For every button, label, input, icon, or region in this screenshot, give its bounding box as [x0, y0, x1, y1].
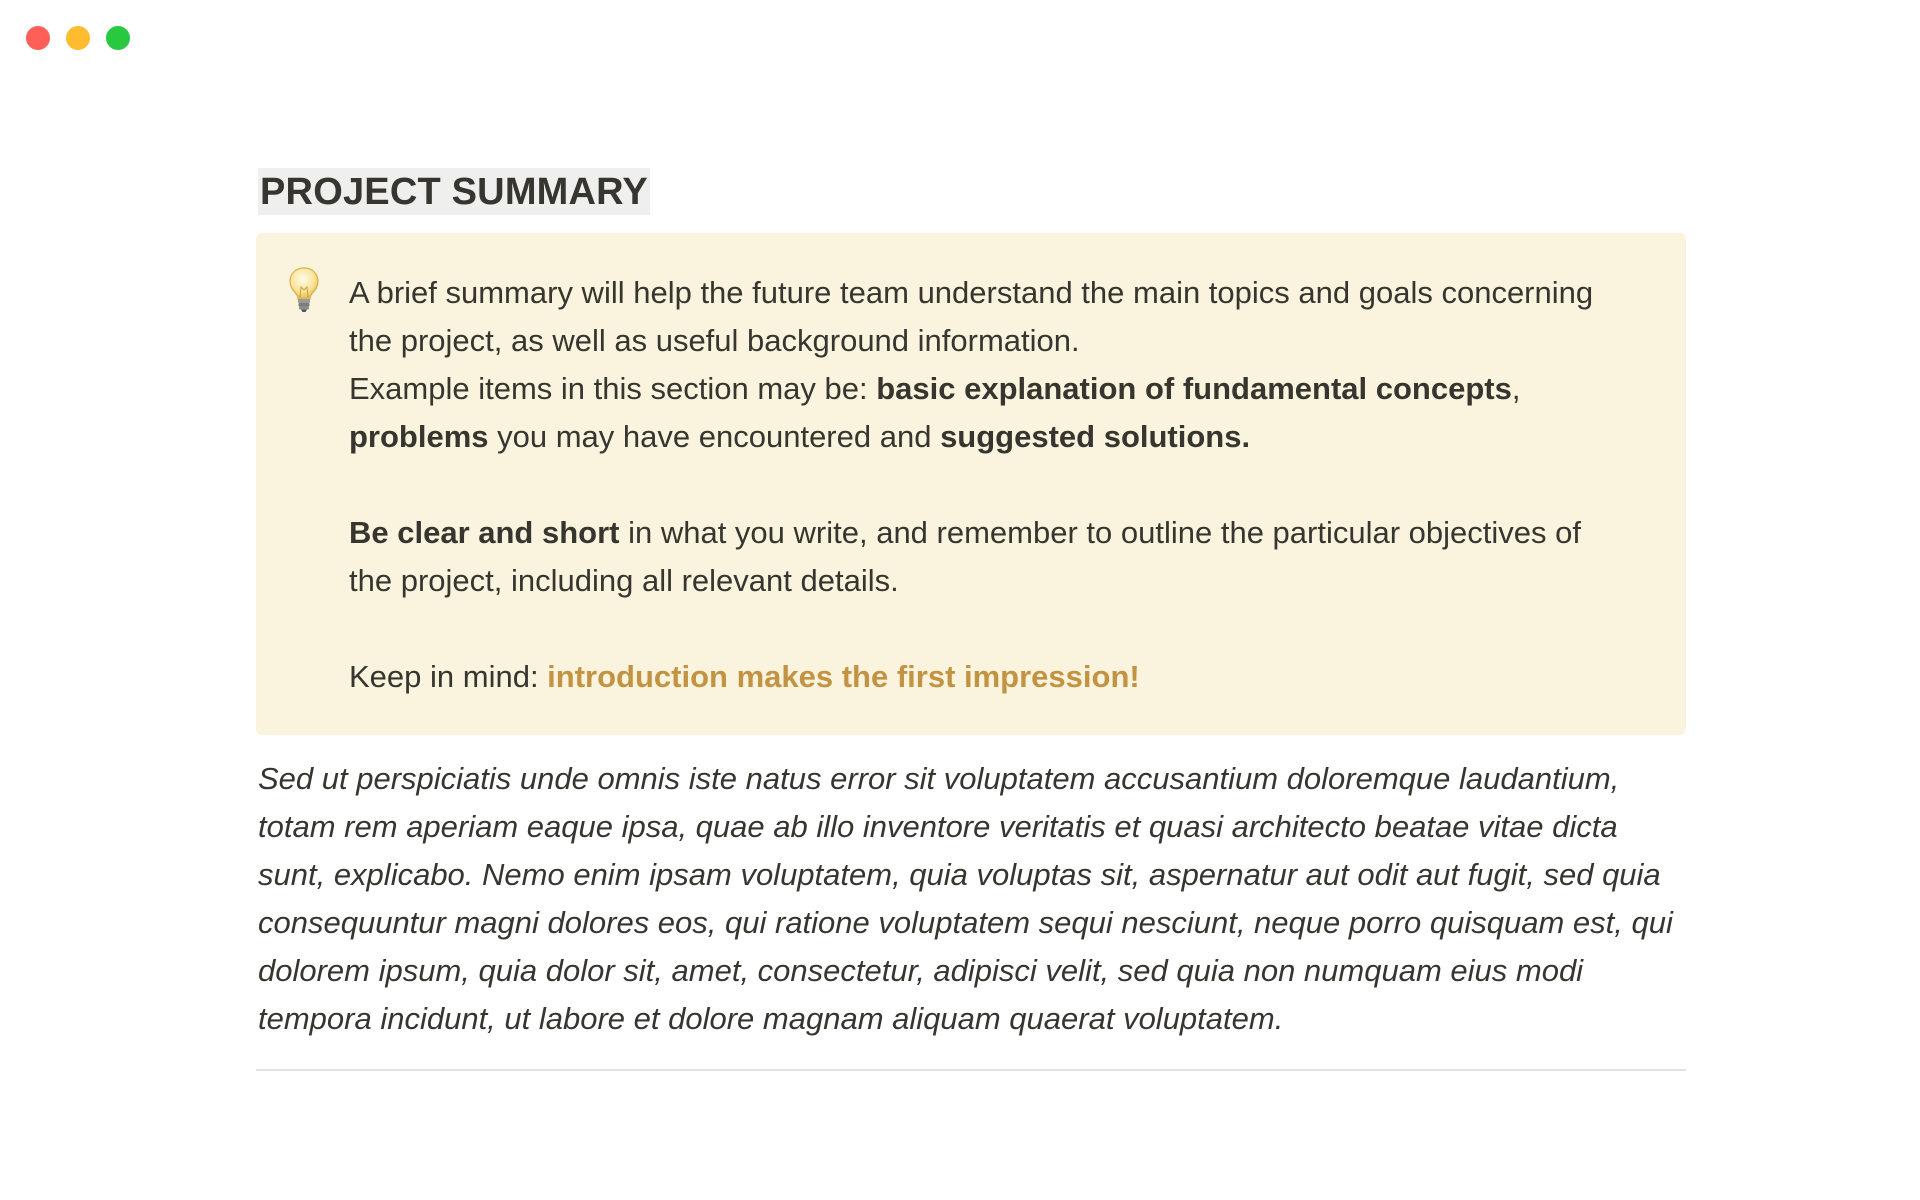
callout-bold-solutions: suggested solutions.: [940, 419, 1251, 454]
callout-highlight-text: introduction makes the first impression!: [547, 659, 1140, 694]
callout-paragraph-2-rest: in what you write, and remember to outline the particular objectives of the project, including all relevant details.: [349, 515, 1581, 598]
callout-spacer: [349, 605, 1626, 653]
callout-comma: ,: [1511, 371, 1521, 406]
page-heading[interactable]: PROJECT SUMMARY: [258, 168, 650, 215]
callout-paragraph-3: [349, 653, 1626, 701]
page-content: [256, 168, 1686, 1079]
callout-keep-in-mind: Keep in mind:: [349, 659, 548, 694]
divider: [256, 1069, 1686, 1071]
italic-body-paragraph[interactable]: Sed ut perspiciatis unde omnis iste natus error sit voluptatem accusantium doloremque laudantium, totam rem aperiam eaque ipsa, quae ab illo inventore veritatis et quasi architecto beatae vitae dicta sunt, explicabo. Nemo enim ipsam voluptatem, quia voluptas sit, aspernatur aut odit aut fugit, sed quia consequuntur magni dolores eos, qui ratione voluptatem sequi nesciunt, neque porro quisquam est, qui dolorem ipsum, quia dolor sit, amet, consectetur, adipisci velit, sed quia non numquam eius modi tempora incidunt, ut labore et dolore magnam aliquam quaerat voluptatem.: [258, 761, 1673, 1036]
callout-paragraph-2: [349, 509, 1626, 605]
zoom-window-button[interactable]: [106, 26, 130, 50]
callout-line-2-middle: you may have encountered and: [488, 419, 941, 454]
lightbulb-icon: [286, 265, 322, 313]
callout-paragraph-1: [349, 269, 1626, 461]
close-window-button[interactable]: [26, 26, 50, 50]
callout-bold-concepts: basic explanation of fundamental concepts: [876, 371, 1512, 406]
callout-block[interactable]: [256, 233, 1686, 735]
callout-line-2-prefix: Example items in this section may be:: [349, 371, 877, 406]
callout-bold-clear-short: Be clear and short: [349, 515, 620, 550]
minimize-window-button[interactable]: [66, 26, 90, 50]
callout-line-1: A brief summary will help the future team understand the main topics and goals concerning the project, as well as useful background information.: [349, 275, 1594, 358]
callout-bold-problems: problems: [349, 419, 489, 454]
window-controls: [26, 26, 130, 50]
callout-spacer: [349, 461, 1626, 509]
